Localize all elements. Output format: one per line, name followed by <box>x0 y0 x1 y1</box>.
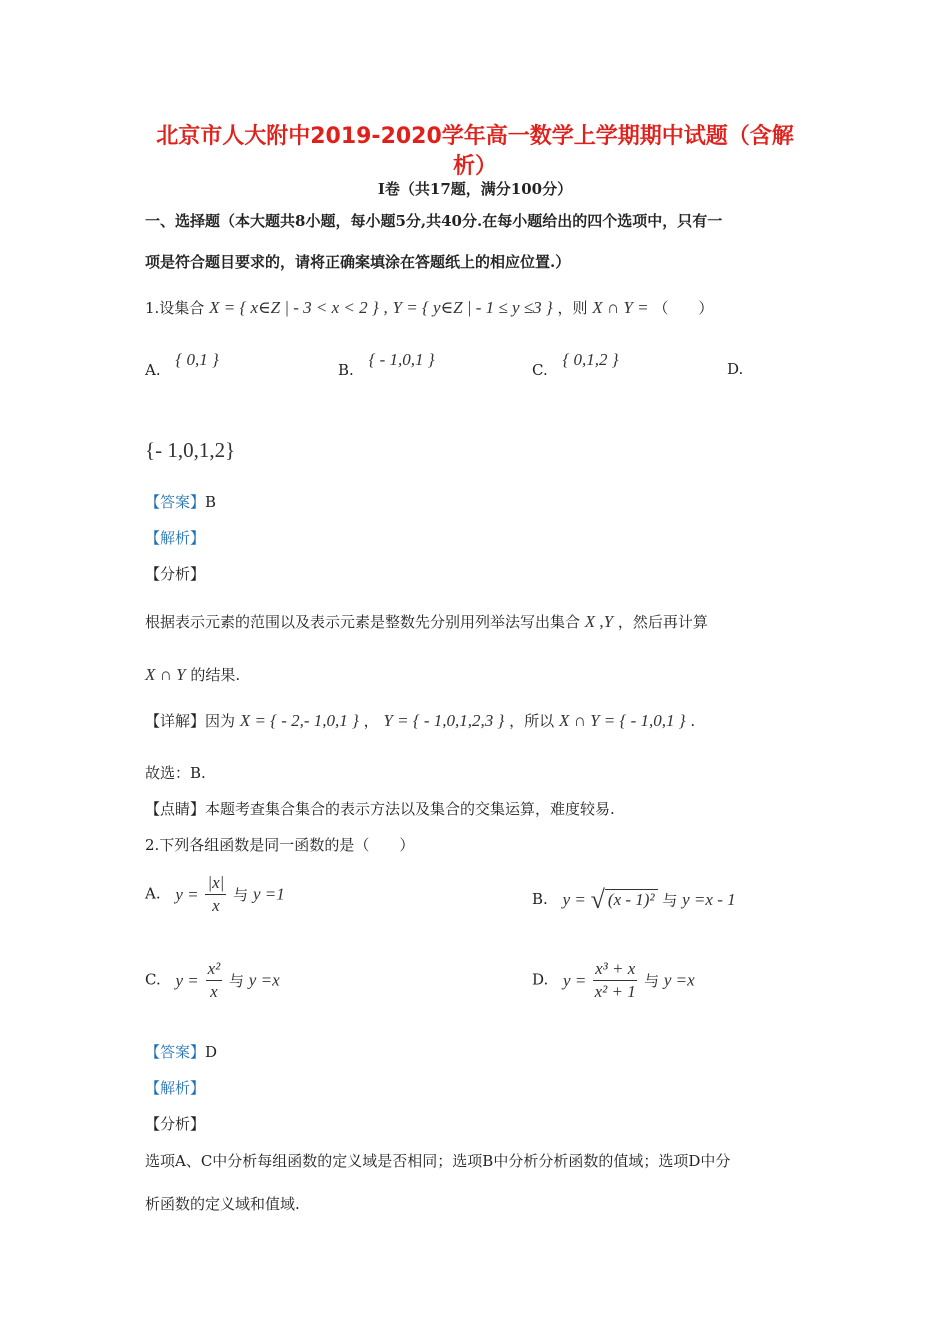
q2-answer-tag: 【答案】 <box>145 1043 206 1061</box>
q1-jiexi-tag: 【解析】 <box>145 529 206 547</box>
exam-subtitle: I卷（共17题，满分100分） <box>377 180 573 198</box>
q1-fenxi-text-pre: 根据表示元素的范围以及表示元素是整数先分别用列举法写出集合 <box>145 613 581 631</box>
q2-option-c-lhs: y = <box>175 970 199 990</box>
q1-fenxi-line1 <box>145 611 708 632</box>
q1-answer-tag: 【答案】 <box>145 493 206 511</box>
q1-answer <box>145 491 216 512</box>
document-title-line2: 析） <box>452 154 497 179</box>
q2-option-d-denominator: x² + 1 <box>594 982 636 1001</box>
q1-dianjing-tag: 【点睛】 <box>145 800 206 818</box>
q1-option-c-label: C. <box>532 361 548 379</box>
q2-option-d-numerator: x³ + x <box>593 958 637 981</box>
q2-option-b-rhs: y =x - 1 <box>682 890 736 909</box>
q2-option-a-mid: 与 <box>233 886 249 904</box>
q2-stem: 2.下列各组函数是同一函数的是（ ） <box>145 836 415 854</box>
q2-option-b-label: B. <box>532 890 548 908</box>
section-heading-line1: 一、选择题（本大题共8小题，每小题5分,共40分.在每小题给出的四个选项中，只有一 <box>145 212 723 230</box>
q1-xiangjie-xy: X ∩ Y = { - 1,0,1 } <box>558 711 686 730</box>
q2-option-c-denominator: x <box>210 982 218 1001</box>
q1-option-b-label: B. <box>338 361 354 379</box>
q2-option-d-label: D. <box>532 970 549 989</box>
q1-option-b <box>338 350 435 380</box>
q1-answer-value: B <box>205 493 217 511</box>
q2-option-a-rhs: y =1 <box>252 884 285 904</box>
q2-option-a-denominator: x <box>212 896 220 915</box>
q1-fenxi-line2-text: 的结果. <box>190 666 241 684</box>
q2-option-c <box>145 958 280 1003</box>
q1-dianjing-text: 本题考查集合集合的表示方法以及集合的交集运算，难度较易. <box>205 800 615 818</box>
q1-fenxi-line2 <box>145 664 240 685</box>
q2-option-c-fraction <box>206 958 223 1003</box>
q1-expression: X ∩ Y = <box>592 298 649 317</box>
q1-set-x: X = { x∈Z | - 3 < x < 2 } <box>209 298 379 317</box>
q1-option-a-value: { 0,1 } <box>175 350 219 369</box>
q1-option-a-label: A. <box>145 361 161 379</box>
q1-option-d-label: D. <box>727 360 744 378</box>
q2-option-d-lhs: y = <box>563 970 587 990</box>
q1-paren: （ ） <box>653 299 714 317</box>
q2-option-a-numerator: |x| <box>205 872 226 895</box>
q1-fenxi-math: X ,Y <box>584 612 614 631</box>
q2-option-d-mid: 与 <box>644 972 660 990</box>
q2-fenxi-line2: 析函数的定义域和值域. <box>145 1195 300 1213</box>
q2-option-b-lhs: y = <box>562 890 586 909</box>
q1-option-c <box>532 350 619 380</box>
q1-xiangjie-pre: 因为 <box>205 712 236 730</box>
q2-jiexi-tag: 【解析】 <box>145 1079 206 1097</box>
q1-fenxi-tag: 【分析】 <box>145 565 206 583</box>
q2-option-d-fraction <box>593 958 637 1003</box>
q2-answer <box>145 1041 217 1062</box>
q1-option-a <box>145 350 219 380</box>
q2-option-c-mid: 与 <box>229 972 245 990</box>
q2-fenxi-tag: 【分析】 <box>145 1115 206 1133</box>
q2-answer-value: D <box>205 1043 218 1061</box>
q1-then: ，则 <box>557 299 588 317</box>
sqrt-icon: √ <box>590 885 605 914</box>
q2-option-a-label: A. <box>145 884 161 903</box>
q1-fenxi-text-post: ，然后再计算 <box>617 613 708 631</box>
q1-separator: , <box>383 298 388 317</box>
q2-option-c-label: C. <box>145 970 161 989</box>
q1-xiangjie-mid: ，所以 <box>509 712 555 730</box>
q2-option-a-fraction <box>205 872 226 917</box>
q2-option-a <box>145 872 285 917</box>
section-heading-line2: 项是符合题目要求的，请将正确案填涂在答题纸上的相应位置.） <box>145 253 571 271</box>
q2-option-a-lhs: y = <box>175 884 199 904</box>
q1-fenxi-line2-math: X ∩ Y <box>145 665 186 684</box>
q1-prefix: 1.设集合 <box>145 299 205 317</box>
q1-set-y: Y = { y∈Z | - 1 ≤ y ≤3 } <box>392 298 553 317</box>
q1-guxuan: 故选：B. <box>145 764 206 782</box>
q2-option-b-mid: 与 <box>662 891 678 910</box>
q1-option-c-value: { 0,1,2 } <box>562 350 619 369</box>
q2-option-c-numerator: x² <box>206 958 223 981</box>
q1-xiangjie-x: X = { - 2,- 1,0,1 } <box>239 711 359 730</box>
q2-option-b-radicand: (x - 1)² <box>605 889 658 909</box>
q2-option-c-rhs: y =x <box>248 970 280 990</box>
q2-option-d <box>532 958 695 1003</box>
q1-stem <box>145 297 713 318</box>
q1-xiangjie-y: Y = { - 1,0,1,2,3 } <box>383 711 505 730</box>
q2-option-d-rhs: y =x <box>663 970 695 990</box>
q2-option-b <box>532 885 736 915</box>
q1-xiangjie-end: . <box>690 712 696 730</box>
q1-xiangjie-tag: 【详解】 <box>145 712 206 730</box>
q1-xiangjie <box>145 710 695 731</box>
q1-dianjing <box>145 798 615 819</box>
q1-xiangjie-comma: ， <box>363 712 379 730</box>
document-title-line1: 北京市人大附中2019-2020学年高一数学上学期期中试题（含解 <box>156 124 794 149</box>
q1-option-b-value: { - 1,0,1 } <box>368 350 435 369</box>
q1-option-d-value: {- 1,0,1,2} <box>145 438 236 462</box>
q2-fenxi-line1: 选项A、C中分析每组函数的定义域是否相同；选项B中分析分析函数的值域；选项D中分 <box>145 1152 731 1170</box>
